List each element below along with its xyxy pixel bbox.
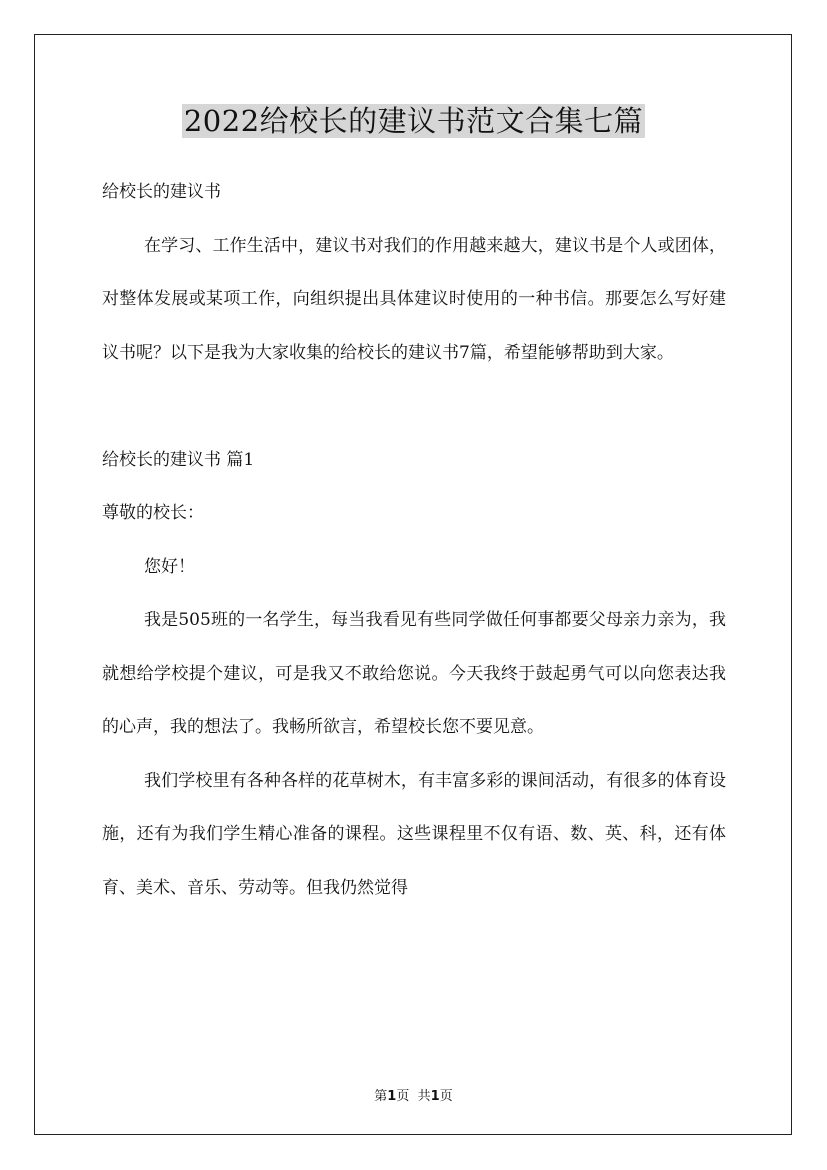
footer-total-unit: 页 (439, 1089, 453, 1104)
footer-page-number: 1 (387, 1089, 397, 1104)
greeting: 您好！ (144, 556, 195, 577)
body-paragraph: 我是505班的一名学生，每当我看见有些同学做任何事都要父母亲力亲为，我就想给学校提个建议，可是我又不敢给您说。今天我终于鼓起勇气可以向您表达我的心声，我的想法了。我畅所欲言，希望校长您不要见意。 (102, 610, 726, 737)
page-footer (0, 1085, 827, 1104)
footer-page-unit: 页 (396, 1089, 410, 1104)
footer-total-number: 1 (430, 1089, 440, 1104)
intro-paragraph: 在学习、工作生活中，建议书对我们的作用越来越大，建议书是个人或团体，对整体发展或某项工作，向组织提出具体建议时使用的一种书信。那要怎么写好建议书呢？以下是我为大家收集的给校长的建议书7篇，希望能够帮助到大家。 (102, 235, 726, 363)
footer-total-label: 共 (417, 1089, 431, 1104)
document-body (102, 166, 726, 915)
blank-line (102, 380, 726, 434)
document-title-text: 2022给校长的建议书范文合集七篇 (183, 104, 644, 138)
footer-page-label: 第 (374, 1089, 388, 1104)
document-title (0, 101, 827, 141)
doc-heading: 给校长的建议书 (102, 182, 221, 202)
body-paragraph: 我们学校里有各种各样的花草树木，有丰富多彩的课间活动，有很多的体育设施，还有为我们学生精心准备的课程。这些课程里不仅有语、数、英、科，还有体育、美术、音乐、劳动等。但我仍然觉得 (102, 770, 726, 898)
section-heading: 给校长的建议书 篇1 (102, 449, 255, 470)
salutation: 尊敬的校长： (102, 503, 204, 523)
